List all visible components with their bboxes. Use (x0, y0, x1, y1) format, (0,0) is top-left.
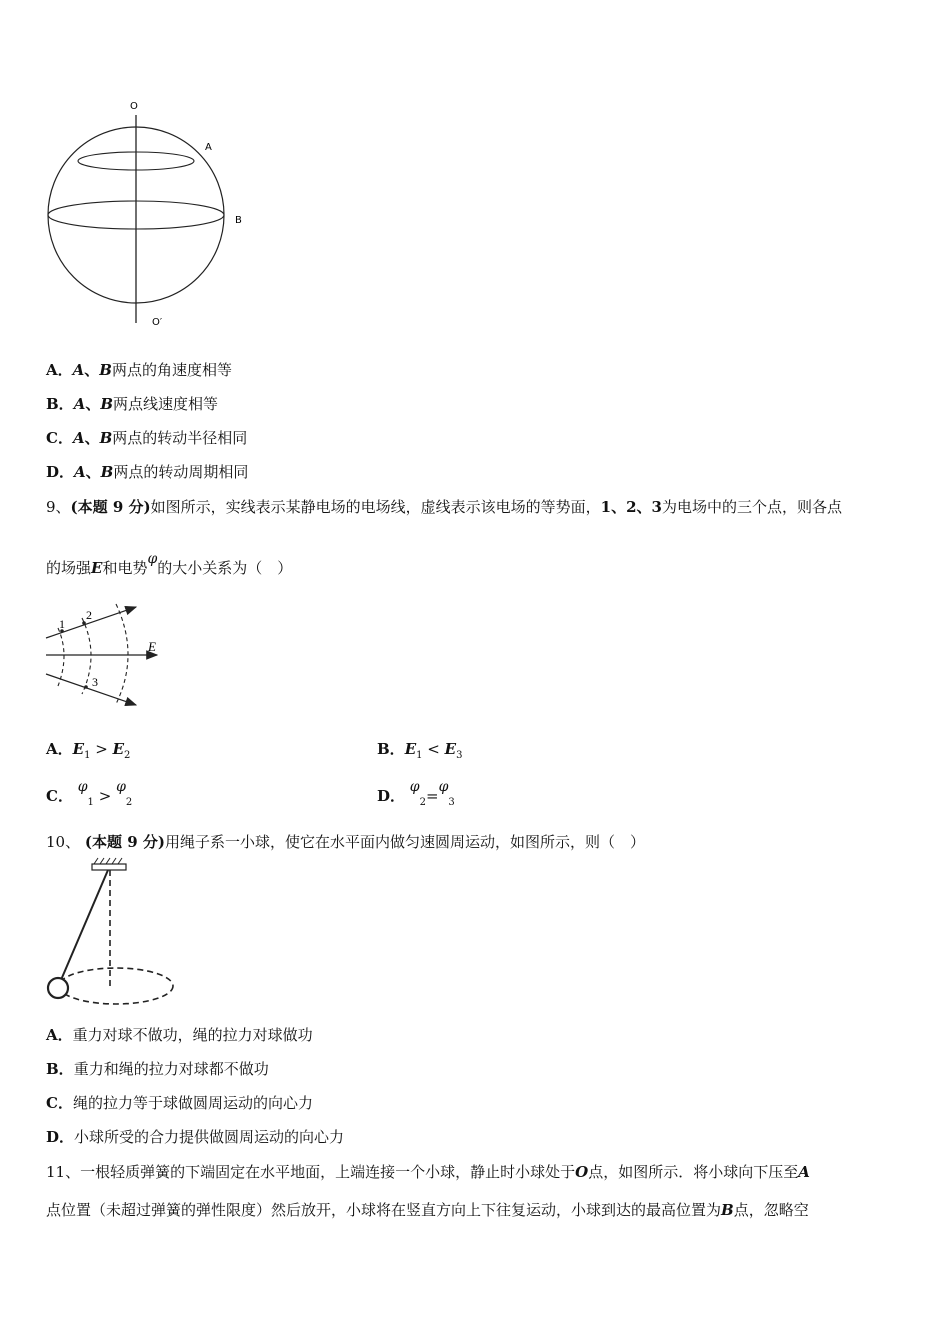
q9-stem-line2: 的场强E和电势φ的大小关系为（ ） (46, 551, 293, 577)
circular-path (59, 968, 173, 1004)
option-label: A． (46, 361, 73, 379)
option-label: D． (377, 787, 406, 805)
option-label: D． (46, 1128, 75, 1146)
q9-option-a[interactable]: A．$E_1 > E_2$ (46, 740, 131, 761)
equipotential-1 (58, 628, 64, 686)
question-score: (本题 9 分) (70, 498, 151, 516)
q9-option-d[interactable]: D． $\varphi_2=\varphi_3$ (377, 779, 455, 808)
question-number: 9、 (46, 498, 71, 516)
q11-stem-line2: 点位置（未超过弹簧的弹性限度）然后放开，小球将在竖直方向上下往复运动，小球到达的最高位置为B点，忽略空 (46, 1201, 809, 1219)
point-3 (84, 685, 88, 689)
q10-option-a[interactable] (46, 1025, 313, 1045)
option-label: B． (46, 395, 74, 413)
q9-stem-line1: 9、(本题 9 分)如图所示，实线表示某静电场的电场线，虚线表示该电场的等势面，1、2、3为电场中的三个点，则各点 (46, 498, 842, 516)
label-b: B (235, 215, 242, 226)
question-number: 11、 (46, 1163, 81, 1181)
q10-option-c[interactable] (46, 1093, 313, 1113)
q8-option-a[interactable]: A．A、B两点的角速度相等 (46, 361, 232, 379)
question-number: 10、 (46, 833, 81, 851)
ball (48, 978, 68, 998)
q8-option-d[interactable]: D．A、B两点的转动周期相同 (46, 463, 249, 481)
option-text: 重力对球不做功，绳的拉力对球做功 (72, 1026, 313, 1044)
label-point-1: 1 (59, 617, 65, 631)
option-text: 小球所受的合力提供做圆周运动的向心力 (74, 1128, 345, 1146)
option-label: B． (46, 1060, 74, 1078)
label-e: E (148, 639, 156, 654)
option-label: A． (46, 740, 73, 758)
q10-option-d[interactable] (46, 1127, 344, 1147)
option-label: C． (46, 429, 73, 447)
label-point-2: 2 (86, 608, 92, 622)
q8-option-b[interactable]: B．A、B两点线速度相等 (46, 395, 219, 413)
q8-option-c[interactable]: C．A、B两点的转动半径相同 (46, 429, 248, 447)
q10-option-b[interactable] (46, 1059, 269, 1079)
option-text: 绳的拉力等于球做圆周运动的向心力 (72, 1094, 313, 1112)
option-label: C． (46, 1094, 73, 1112)
question-score: (本题 9 分) (84, 833, 165, 851)
option-text: 两点线速度相等 (113, 395, 219, 413)
option-label: D． (46, 463, 75, 481)
option-label: B． (377, 740, 405, 758)
option-label: C． (46, 787, 73, 805)
sphere-figure (40, 95, 260, 335)
q9-option-b[interactable]: B．$E_1 < E_3$ (377, 740, 463, 761)
string (61, 870, 108, 980)
q11-stem-line1: 11、一根轻质弹簧的下端固定在水平地面，上端连接一个小球，静止时小球处于O点，如图所示．将小球向下压至A (46, 1163, 810, 1181)
q9-option-c[interactable]: C． $\varphi_1 > \varphi_2$ (46, 779, 133, 808)
option-text: 两点的角速度相等 (111, 361, 232, 379)
option-text: 重力和绳的拉力对球都不做功 (73, 1060, 269, 1078)
q10-stem: 10、 (本题 9 分)用绳子系一小球，使它在水平面内做匀速圆周运动，如图所示，则（ ） (46, 833, 645, 851)
pendulum-figure (40, 858, 190, 1008)
equipotential-3 (116, 604, 128, 704)
option-label: A． (46, 1026, 73, 1044)
equipotential-2 (82, 618, 91, 694)
label-o-top: O (130, 101, 138, 112)
label-point-3: 3 (92, 675, 98, 689)
label-o-bottom: O′ (152, 317, 163, 328)
label-a: A (205, 142, 212, 153)
option-text: 两点的转动半径相同 (112, 429, 248, 447)
ceiling-mount (92, 864, 126, 870)
electric-field-figure (40, 598, 180, 713)
phi-symbol: φ (147, 551, 158, 567)
option-text: 两点的转动周期相同 (113, 463, 249, 481)
